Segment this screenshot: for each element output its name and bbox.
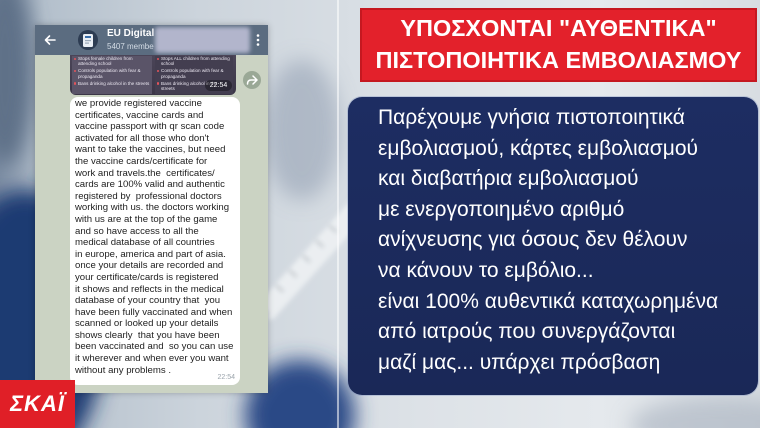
channel-logo <box>0 380 75 428</box>
translation-line: είναι 100% αυθεντικά καταχωρημένα <box>378 289 719 313</box>
message-line: been vaccinated and so you can use <box>75 341 234 353</box>
split-divider <box>337 0 339 428</box>
translation-panel <box>348 97 758 395</box>
blurred-region <box>155 27 250 53</box>
message-line: it shows and reflects in the medical <box>75 283 224 295</box>
message-line: your certificate/cards is registered <box>75 271 219 283</box>
forward-icon[interactable] <box>243 71 261 89</box>
message-line: once your details are recorded and <box>75 260 224 272</box>
message-line: working with us. the doctors working <box>75 202 230 214</box>
message-line: without any problems . <box>75 364 171 376</box>
message-line: activated for all those who don't <box>75 132 210 144</box>
image-column-left <box>72 56 152 94</box>
image-bullet: Controls population with fear & propaganda <box>157 68 231 78</box>
vial-shadow <box>264 60 340 200</box>
message-line: have been fully vaccinated and when <box>75 306 233 318</box>
message-line: shows clearly that you have been <box>75 329 220 341</box>
message-line: and so have access to all the <box>75 225 199 237</box>
image-bullet: Controls population with fear & propaganda <box>74 68 150 78</box>
message-line: it wherever and when ever you want <box>75 353 229 365</box>
message-line: certificates, vaccine cards and <box>75 109 204 121</box>
text-message-bubble <box>70 97 240 385</box>
message-line: database of your country that you <box>75 295 221 307</box>
more-vertical-icon[interactable] <box>254 33 262 47</box>
translation-line: μαζί μας... υπάρχει πρόσβαση <box>378 350 661 374</box>
message-line: work and travels.the certificates/ <box>75 167 215 179</box>
message-line: we provide registered vaccine <box>75 98 202 109</box>
message-line: want to take the vaccines, but need <box>75 144 226 156</box>
message-time: 22:54 <box>205 80 232 91</box>
telegram-screenshot <box>35 25 268 393</box>
translation-line: και διαβατήρια εμβολιασμού <box>378 167 639 191</box>
message-time: 22:54 <box>217 374 235 381</box>
translation-line: από ιατρούς που συνεργάζονται <box>378 320 676 344</box>
channel-avatar[interactable] <box>78 30 98 50</box>
image-bullet: Bans drinking alcohol in the streets <box>157 81 231 91</box>
chat-header <box>35 25 268 55</box>
headline-line-1: ΥΠΟΣΧΟΝΤΑΙ "ΑΥΘΕΝΤΙΚΑ" <box>400 15 717 41</box>
message-line: vaccine passport with qr scan code <box>75 121 225 133</box>
message-line: in europe, america and part of asia. <box>75 248 226 260</box>
arrow-left-icon[interactable] <box>43 33 57 47</box>
image-message[interactable] <box>70 55 236 95</box>
message-line: with us are at the top of the game <box>75 213 218 225</box>
channel-logo-text: ΣΚΑΪ <box>10 391 65 416</box>
message-line: the vaccine cards/certificate for <box>75 155 208 167</box>
translation-line: με ενεργοποιημένο αριθμό <box>378 197 625 221</box>
translation-line: ανίχνευσης για όσους δεν θέλουν <box>378 228 688 252</box>
shadow-top-left <box>0 0 33 165</box>
shadow-bottom-right <box>630 397 760 428</box>
message-line: registered by professional doctors <box>75 190 222 202</box>
image-bullet: Stops ALL children from attending school <box>157 56 231 66</box>
message-line: scanned or looked up your details <box>75 318 219 330</box>
headline-banner <box>360 8 757 82</box>
headline-line-2: ΠΙΣΤΟΠΟΙΗΤΙΚΑ ΕΜΒΟΛΙΑΣΜΟΥ <box>375 47 742 73</box>
translation-line: Παρέχουμε γνήσια πιστοποιητικά <box>378 106 685 129</box>
image-bullet: Bans drinking alcohol in the streets <box>74 81 150 86</box>
message-line: cards are 100% valid and authentic <box>75 179 225 191</box>
channel-member-count: 5407 membe <box>107 42 154 51</box>
translation-line: να κάνουν το εμβόλιο... <box>378 258 594 282</box>
channel-title[interactable]: EU Digital <box>107 28 155 39</box>
message-line: medical database of all countries <box>75 237 215 249</box>
image-bullet: Stops female children from attending school <box>74 56 150 66</box>
translation-line: εμβολιασμού, κάρτες εμβολιασμού <box>378 136 699 160</box>
